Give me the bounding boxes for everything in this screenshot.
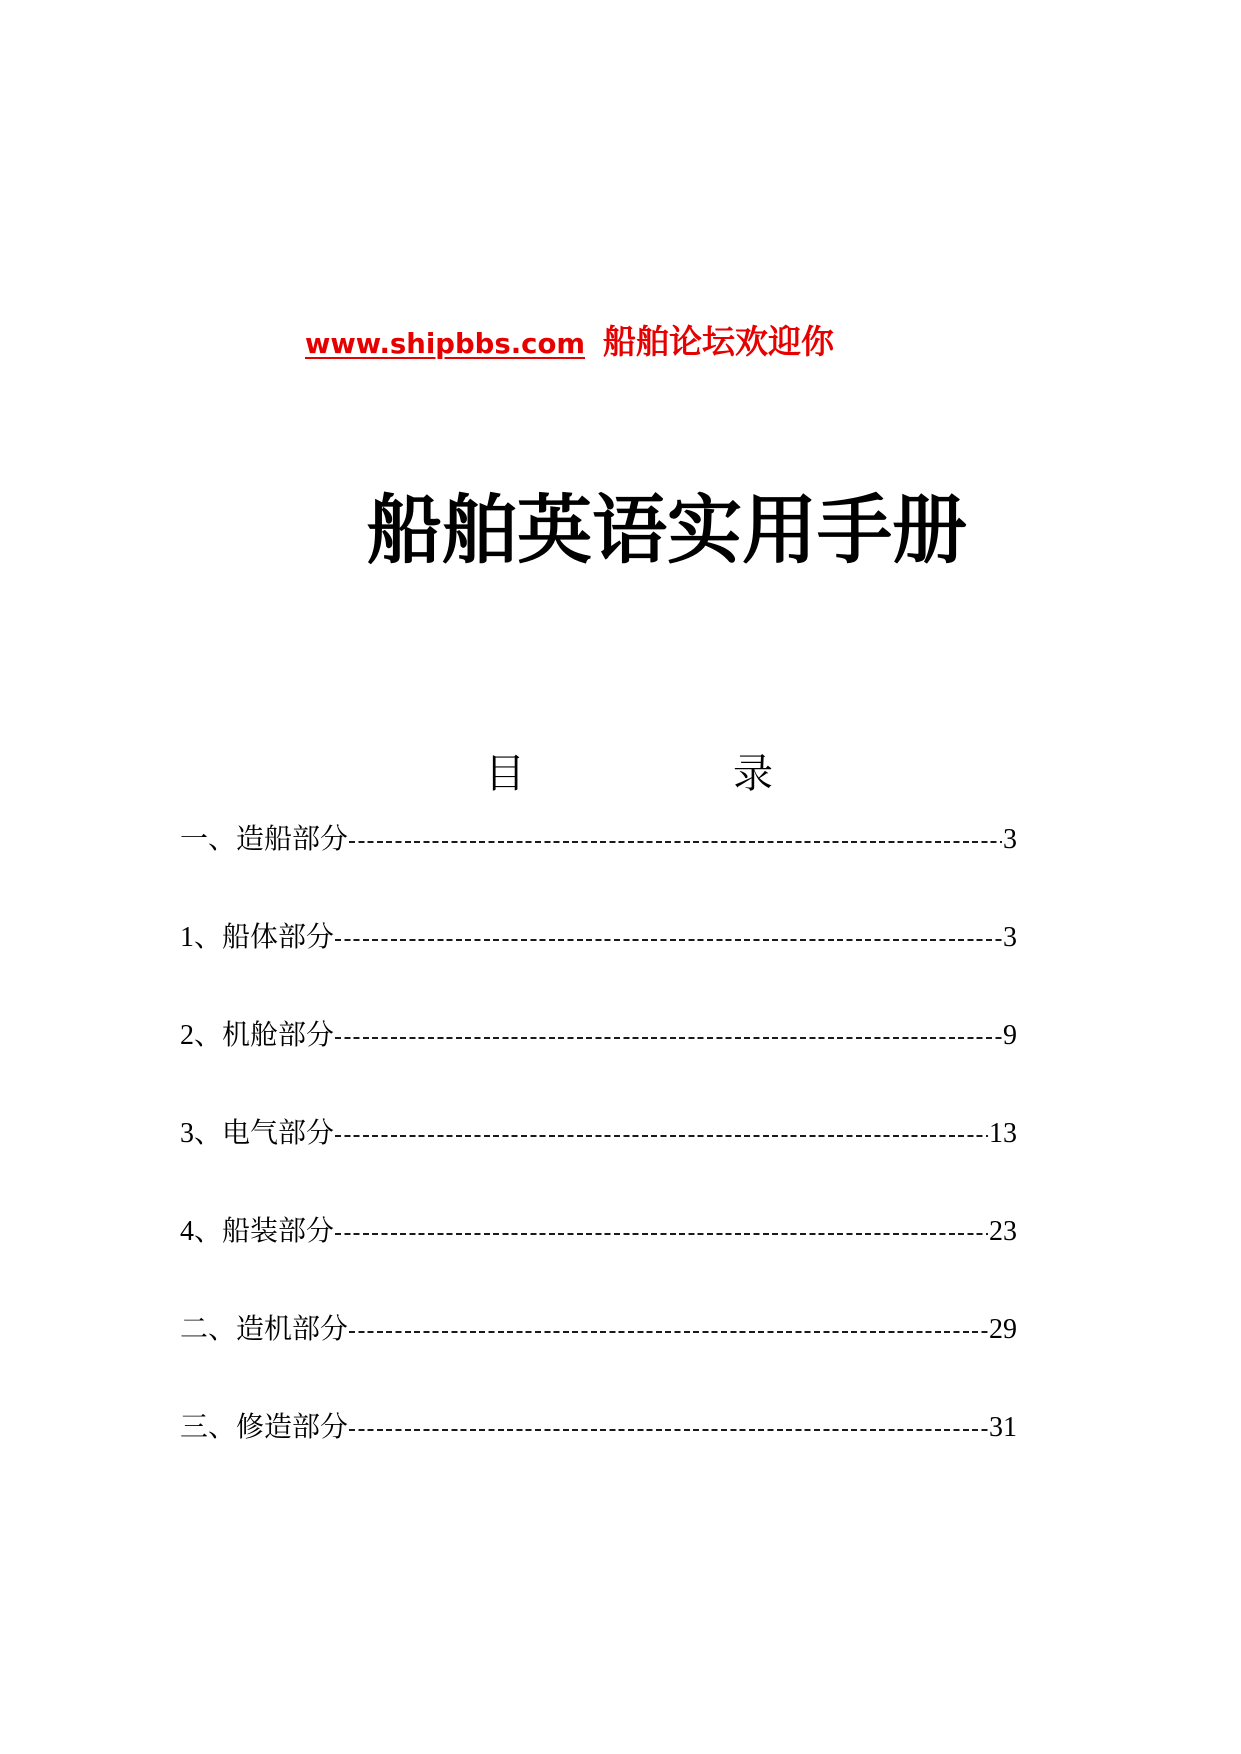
website-link[interactable]: www.shipbbs.com	[305, 328, 585, 360]
toc-entry-page: 9	[1003, 1020, 1017, 1051]
toc-heading: 目录	[485, 751, 981, 797]
toc-entry-page: 31	[989, 1412, 1017, 1443]
toc-entry-label: 二、造机部分	[180, 1314, 349, 1345]
document-title: 船舶英语实用手册	[367, 486, 968, 574]
toc-entry[interactable]	[180, 791, 1017, 889]
toc-leader	[349, 1429, 988, 1431]
toc-entry[interactable]	[180, 1379, 1017, 1477]
toc-entry-label: 三、修造部分	[180, 1412, 349, 1443]
toc-entry-page: 13	[989, 1118, 1017, 1149]
toc-entry-page: 3	[1003, 922, 1017, 953]
toc-entry[interactable]	[180, 1183, 1017, 1281]
toc-entry-label: 1、船体部分	[180, 922, 335, 953]
toc-entry[interactable]	[180, 1281, 1017, 1379]
toc-entry[interactable]	[180, 889, 1017, 987]
toc-entry-label: 一、造船部分	[180, 824, 349, 855]
toc-entry-page: 23	[989, 1216, 1017, 1247]
welcome-text: 船舶论坛欢迎你	[603, 322, 834, 361]
toc-entry-label: 3、电气部分	[180, 1118, 335, 1149]
toc-entry[interactable]	[180, 1085, 1017, 1183]
toc-leader	[335, 1135, 988, 1137]
toc-leader	[335, 939, 1002, 941]
toc-leader	[349, 1331, 988, 1333]
toc-entry-label: 2、机舱部分	[180, 1020, 335, 1051]
toc-leader	[335, 1037, 1002, 1039]
toc-entry-page: 3	[1003, 824, 1017, 855]
header-banner	[305, 320, 834, 364]
toc-leader	[335, 1233, 988, 1235]
toc-leader	[349, 841, 1002, 843]
table-of-contents	[180, 791, 1017, 1477]
toc-entry-page: 29	[989, 1314, 1017, 1345]
toc-entry[interactable]	[180, 987, 1017, 1085]
toc-entry-label: 4、船装部分	[180, 1216, 335, 1247]
